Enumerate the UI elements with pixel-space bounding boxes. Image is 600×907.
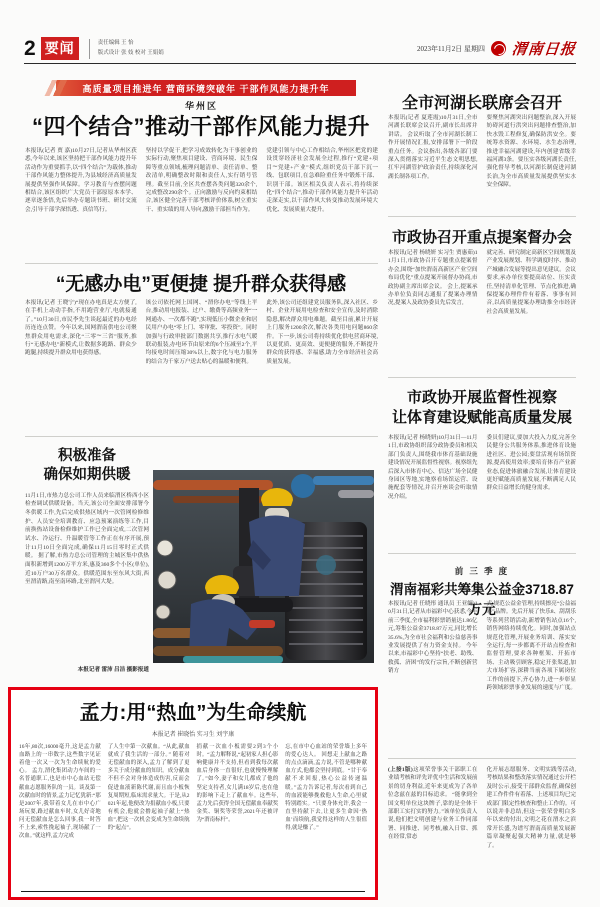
right4-col1: 本报讯(记者 任晓彤 通讯员 王亚缠)10月31日,记者从市福彩中心获悉,今年前三季度,全市福利彩票销量达1.86亿元,筹集公益金3718.87万元,同比增长35.6%,为全市社会福利和公益慈善事业发展提供了有力资金支持。 今年以来,市福彩中心坚持“扶老、助残、救孤、济困”的发行宗旨,不断创新营销方: [388, 601, 478, 675]
heating-photo: [153, 470, 374, 663]
right3-headline-line2: 让体育建设赋能高质量发展: [391, 409, 572, 427]
featured-col4: 忘,在市中心血站的荣誉墙上多年的爱心达人。 回想走上献血之路的点点滴滴,孟力说,不管是哪种献血方式,他都会坚持到底。“甘于奉献不求回报,热心公益传递温暖。”孟力告诉记者,每次看到自己的血液能够挽救他人生命,心里就特别踏实。“只要身体允许,我会一直坚持献下去,让更多生命因‘热血’而续航,我觉得这样的人生很值得,就是赚了。”: [285, 744, 367, 832]
heating-article: [25, 447, 149, 673]
section-rule: [25, 263, 378, 264]
right1-col2: 要聚焦河湖突出问题整治,深入开展妨碍河道行洪突出问题排查整治,加快水毁工程修复,确保防洪安全。要统筹水资源、水环境、水生态治理,推进幸福河湖建设,年内创建省级幸福河湖3条。要压实各级河湖长责任,强化督导考核,以河湖长制促进河湖长治,为全市高质量发展提供坚实水安全保障。: [486, 115, 576, 189]
heating-headline-line1: 积极准备: [58, 448, 116, 464]
right4-kicker: 前 三 季 度: [454, 566, 510, 576]
right3-headline: [388, 388, 576, 429]
article1-col1: 本报讯(记者 贾 嘉)10月27日,记者从华州区获悉,今年以来,该区坚持把干部作风能力提升年活动作为重要抓手,以“四个结合”为载体,推动干部作风能力整体提升,为县域经济高质量发展提供坚强作风保障。学习教育与查摆问题相结合,该区组织广大党员干部原原本本学、逐章逐条悟,先后举办专题读书班、研讨交流会,引导干部学深悟透、真信笃行。: [25, 148, 137, 213]
right1-headline: 全市河湖长联席会召开: [401, 95, 562, 112]
publication-date: 2023年11月2日 星期四: [416, 44, 485, 53]
page-number: 2: [24, 36, 36, 60]
heating-photo-credit: 本报记者 雷沛 吕洁 摄影报道: [77, 666, 149, 673]
article1-body: [25, 147, 378, 260]
heating-photo-illustration: [153, 470, 374, 663]
credits-line1: 责任编辑 王 怡: [97, 40, 134, 47]
featured-article-box: [8, 687, 378, 900]
article1-headline: “四个结合”推动干部作风能力提升: [31, 114, 370, 139]
article1-col3: 党建引领与中心工作相结合,华州区把党的建设贯穿经济社会发展全过程,推行“党建+项目”“党建+产业”模式,组织党员干部下沉一线、包联项目,在急难险重任务中锻炼干部、识别干部。该区相关负责人表示,将持续深化“四个结合”,推动干部作风能力提升年活动走深走实,以干部作风大转变推动发展环境大优化、发展质量大提升。: [266, 148, 378, 213]
right2-col2: 就完善、研究制定高新区空间规划及产业发展规划、科学调度时序、推动产城融合发展等提出意见建议。会议要求,承办单位要提高站位、压实责任,坚持清单化管理、节点化推进,确保提案办理件件有着落、事事有回音,以高质量提案办理助推全市经济社会高质量发展。: [486, 250, 576, 315]
featured-col3: 捐献一次血小板需要2到3个小时。“孟力解释说,“起初家人担心影响健康并不支持,但看到我每次献血后身体一直很好,也就慢慢理解了。”如今,妻子和女儿都成了他的坚定支持者,女儿满18岁后,也在他的影响下走上了献血车。这些年,孟力先后获得全国无偿献血奉献奖金奖、铜奖等荣誉,2021年还被评为“渭南标杆”。: [196, 744, 279, 823]
right2-body: [388, 249, 576, 370]
editor-credits: [98, 39, 164, 58]
right3-body: [388, 434, 576, 546]
masthead-title: 渭南日报: [510, 42, 577, 58]
page-header: [24, 34, 576, 64]
article2-body: [25, 299, 378, 430]
section-rule: [388, 758, 576, 759]
right1-body: [388, 114, 576, 210]
section-rule: [388, 216, 576, 217]
article2-headline: “无感办电”更便捷 提升群众获得感: [55, 274, 347, 295]
credits-line2: 版式设计 张 妓 校对 王娟娟: [97, 49, 164, 56]
right3-headline-line1: 市政协开展监督性视察: [406, 389, 557, 406]
featured-col1: 16年,80次,16000毫升,这是孟力献血路上的一串数字,这些数字见证着他一次又一次为生命续航的爱心。 孟力,渭化集团动力车间的一名普通职工,也是市中心血站无偿献血志愿服务队的一员。谈及第一次献血时的情景,孟力记忆犹新:“那是2007年,我带着女儿在市中心广场玩耍,路过献血车时,女儿好奇地问无偿献血是怎么回事,我一时答不上来,索性挽起袖子,现场献了一次血。”就这样,孟力完成: [19, 744, 101, 840]
jump-col2: 化开展志愿服务、文明实践等活动,考核结果和整改落实情况通过公开栏及时公示,接受干部群众监督,确保创建工作件件有着落、上述项目均已完成部门限定性核查和整止工作的。可以说并非总结,但这一张荣誉明白多年以来的付出,文明之花在渭水之滨常开长盛,为谱写渭南高质量发展新篇章凝聚起强大精神力量,就是够了。: [486, 767, 576, 849]
article1-kicker: 华州区: [184, 101, 218, 111]
featured-body: [19, 743, 367, 889]
right3-col1: 本报讯(记者 杨晓妍)10月31日—11月1日,市政协组织部分政协委员和相关部门负责人,围绕我市体育基础设施建设情况开展监督性视察。视察组先后深入市体育中心、信达广场全民健身园区等地,实地察看场馆运营、设施配套等情况,并召开座谈会听取情况介绍。: [388, 435, 478, 500]
jump-col1: [388, 766, 478, 897]
banner-text: 高质量项目推进年 营商环境突破年 干部作风能力提升年: [82, 83, 330, 94]
section-label: 要闻: [41, 37, 79, 60]
right1-col1: 本报讯(记者 夏莲霞)10月31日,全市河湖长联席会议召开,副市长出席并讲话。 会议听取了全市河湖长制工作开展情况汇报,安排部署下一阶段重点任务。会议指出,各级各部门要深入贯彻落实习近平生态文明思想,扛牢河湖管护政治责任,持续深化河湖长制各项工作。: [388, 115, 478, 180]
right4-body: [388, 600, 576, 751]
jump-col1-text: 这项荣誉事关干部职工在业绩考核和评先评优中生活和发展前景的切身利益,近年来更成为了各单位念兹在兹的目标追求。 “能拿到全国文明单位这块牌子,靠的是全体干部职工实打实的努力。”该单位负责人说,他们把文明创建与业务工作同部署、同推进、同考核,融入日常、抓在经常,常态: [388, 767, 478, 841]
article2-col1: 本报讯(记者 王晓宁)“现在办电真是太方便了,在手机上动动手指,不用跑营业厅,电就接通了。”10月30日,市民李先生谈起最近的办电经历连连点赞。今年以来,国网渭南供电公司聚焦群众用电需求,深化“三零”“三省”服务,推行“无感办电”新模式,让数据多跑路、群众少跑腿,持续提升群众用电获得感。: [25, 300, 137, 357]
section-rule: [388, 377, 576, 378]
right3-col2: 委员们建议,要加大投入力度,完善全民健身公共服务体系,推进体育设施进社区、进公园;要盘活现有场馆资源,提高使用效率;要培育体育产业新业态,促进体旅融合发展,让体育建设更好赋能高质量发展,不断满足人民群众日益增长的健身需求。: [486, 435, 576, 492]
theme-banner: [56, 80, 356, 96]
right2-headline: 市政协召开重点提案督办会: [391, 229, 572, 246]
article2-col3: 此外,该公司还组建党员服务队,深入社区、乡村、企业开展用电检查和安全宣传,及时消除隐患,解决群众用电难题。截至目前,累计开展上门服务1200余次,解决各类用电问题860余件。下一步,该公司将持续优化供电营商环境,以更优质、更高效、更便捷的服务,不断提升群众的获得感、幸福感,助力全市经济社会高质量发展。: [266, 300, 378, 365]
masthead-emblem-icon: [491, 41, 506, 56]
jump-article-body: [388, 766, 576, 897]
featured-byline: 本报记者 崔晓怡 实习生 刘宇康: [151, 732, 235, 738]
right4-col2: 式,规范公益金管理,持续擦亮“公益福彩”品牌。先后开展了快乐8、刮刮乐等系列营销活动,新增销售站点16个,销售网络持续优化。同时,加强站点规范化管理,开展业务培训、落实安全运行,每一步都离不开站点检查和监督管理,要求各种框架、开拓市场、主动吸引顾客,稳定开张渠道,加大市场扩容,深耕当前各项下属岗位工作的前提下,齐心协力,进一步彰显跨领域彩票事业发展的速度与广度。: [486, 601, 576, 691]
heating-body: 11月1日,市热力总公司工作人员来临渭区桥西小区检查调试供暖设备。当天,该公司全面安排部署今冬供暖工作,先后完成供热区域内一次管网检修维护、人员安全培训教育、应急预案演练等工作,目前换热站设备检修维护工作已全面完成,二次管网试水、冷运行、升温暖管等工作正在有序开展,预计11月10日全面完成,确保11月15日零时正式供暖。 据了解,市热力总公司管理的主城区集中供热面积新增到1200万平方米,惠及360多个小区(单位),近10万户30万名群众。供暖范围东至东风大街,西至渭清路,南至南环路,北至渭河大堤。: [25, 492, 149, 586]
right2-col1: 本报讯(记者 杨晓妍 实习生 贾惠茹)11月1日,市政协召开专题重点提案督办会,围绕“加快渭南高新区产业空间布局优化”重点提案开展督办协商,市政协副主席出席会议。 会上,提案承办单位负责同志通报了提案办理情况,提案人及政协委员先后发言,: [388, 250, 478, 307]
heating-headline-line2: 确保如期供暖: [43, 466, 131, 483]
jump-lead: (上接1版): [388, 767, 413, 773]
page-bottom-rule: [21, 891, 365, 892]
article2-col2: 该公司依托网上国网、“渭你办电”等线上平台,推动用电报装、过户、缴费等高频业务“一网通办、一次都不跑”,实现低压小微企业和居民用户办电“零上门、零审批、零投资”。同时加强与行政审批部门数据共享,推行水电气暖联动报装,办电环节由原来的6个压减至2个,平均接电时间压缩30%以上,数字化与电力服务的结合为千家万户送去贴心的温暖和便利。: [145, 300, 258, 365]
section-rule: [388, 553, 576, 554]
section-rule: [25, 436, 378, 437]
header-divider: [89, 39, 90, 59]
right4-headline: 渭南福彩共筹集公益金3718.87万元: [390, 582, 574, 617]
featured-headline: 孟力:用“热血”为生命续航: [79, 702, 307, 724]
banner-slash-decoration: [42, 80, 68, 96]
featured-col2: 了人生中第一次献血。“从此,献血就成了我生活的一部分。” 随着对无偿献血的深入,孟力了解到了更多关于成分献血的知识。成分献血不但不会对身体造成伤害,反而会促进血液新陈代谢,而且血小板恢复周期短,临床需求量大。于是,从2021年起,他便改为捐献血小板,只要有机会,他就会撸起袖子献上“热血”,把这一次机会变成为生命续航的“起点”。: [107, 744, 190, 832]
article1-col2: 坚持以学促干,把学习成效转化为干事创业的实际行动,聚焦项目建设、营商环境、民生保障等重点领域,梳理问题清单、责任清单、整改清单,明确整改时限和责任人,实行销号管理。截至目前,全区共查摆各类问题320余个,完成整改290余个。正向激励与反向约束相结合,该区健全完善干部考核评价体系,树立重实干、重实绩的用人导向,激励干部担当作为。: [145, 148, 258, 213]
